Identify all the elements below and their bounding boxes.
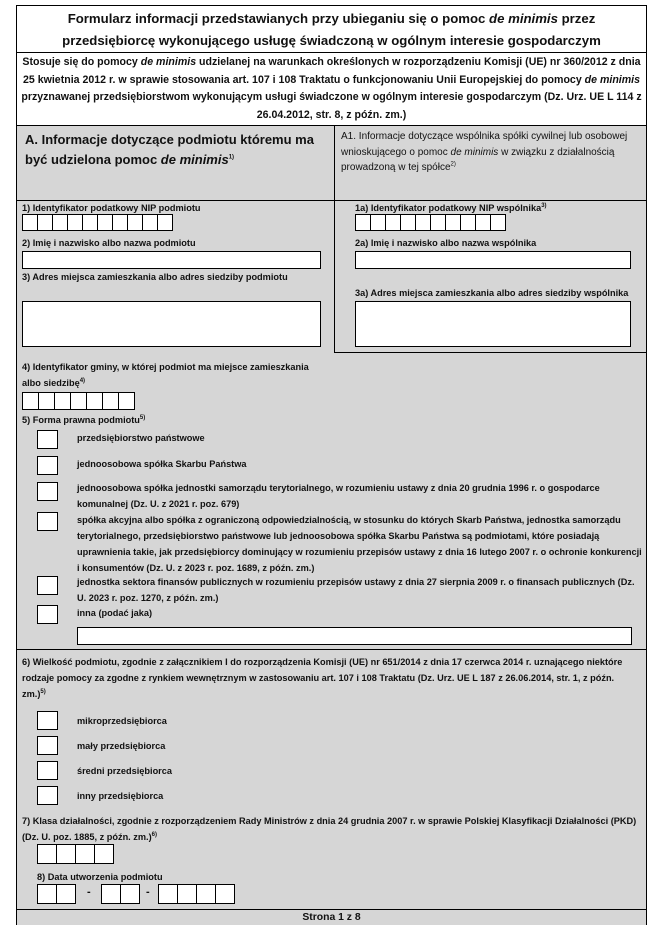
- digit-cell[interactable]: [400, 214, 416, 231]
- company-size-checkbox[interactable]: [37, 736, 58, 755]
- digit-cell[interactable]: [415, 214, 431, 231]
- company-size-option: inny przedsiębiorca: [77, 791, 164, 801]
- digit-cell[interactable]: [127, 214, 143, 231]
- partner-name-label: 2a) Imię i nazwisko albo nazwa wspólnika: [355, 238, 537, 248]
- digit-cell[interactable]: [158, 884, 178, 904]
- section-a-heading: A. Informacje dotyczące podmiotu któremu ma być udzielona pomoc de minimis$^{1)}$: [25, 132, 314, 167]
- legal-form-checkbox[interactable]: [37, 512, 58, 531]
- digit-cell[interactable]: [385, 214, 401, 231]
- digit-cell[interactable]: [112, 214, 128, 231]
- digit-cell[interactable]: [355, 214, 371, 231]
- digit-cell[interactable]: [54, 392, 71, 410]
- legal-form-option: przedsiębiorstwo państwowe: [77, 433, 205, 443]
- form-subtitle: Stosuje się do pomocy de minimis udzielanej na warunkach określonych w rozporządzeniu Komisji (UE) nr 360/2012 z dnia 25 kwietnia 2012 r. w sprawie stosowania art. 107 i 108 Traktatu o funkcjonowaniu Unii Europejskiej do pomocy de minimis przyznawanej przedsiębiorstwom wykonującym usługi świadczone w ogólnym interesie gospodarczym (Dz. Urz. UE L 114 z 26.04.2012, str. 8, z późn. zm.): [17, 53, 646, 126]
- digit-cell[interactable]: [37, 844, 57, 864]
- company-size-checkbox[interactable]: [37, 761, 58, 780]
- legal-form-checkbox[interactable]: [37, 605, 58, 624]
- date-year-input[interactable]: [158, 884, 234, 904]
- date-separator: -: [146, 886, 150, 898]
- company-size-checkbox[interactable]: [37, 711, 58, 730]
- address-input[interactable]: [22, 301, 321, 347]
- partner-nip-input[interactable]: [355, 214, 505, 231]
- legal-form-option: jednostka sektora finansów publicznych w rozumieniu przepisów ustawy z dnia 27 sierpnia 2009 r. o finansach publicznych (Dz. U. 2023 r. poz. 1270, z późn. zm.): [77, 577, 635, 603]
- partner-address-label: 3a) Adres miejsca zamieszkania albo adres siedziby wspólnika: [355, 288, 629, 298]
- digit-cell[interactable]: [97, 214, 113, 231]
- digit-cell[interactable]: [118, 392, 135, 410]
- legal-form-checkbox[interactable]: [37, 456, 58, 475]
- other-legal-form-input[interactable]: [77, 627, 632, 645]
- digit-cell[interactable]: [490, 214, 506, 231]
- digit-cell[interactable]: [37, 884, 57, 904]
- legal-form-option: inna (podać jaka): [77, 608, 153, 618]
- nip-input[interactable]: [22, 214, 172, 231]
- partner-address-input[interactable]: [355, 301, 631, 347]
- digit-cell[interactable]: [215, 884, 235, 904]
- creation-date-label: 8) Data utworzenia podmiotu: [37, 872, 163, 882]
- digit-cell[interactable]: [86, 392, 103, 410]
- address-label: 3) Adres miejsca zamieszkania albo adres siedziby podmiotu: [22, 272, 288, 282]
- digit-cell[interactable]: [94, 844, 114, 864]
- municipality-input[interactable]: [22, 392, 134, 410]
- digit-cell[interactable]: [56, 884, 76, 904]
- digit-cell[interactable]: [370, 214, 386, 231]
- legal-form-option: spółka akcyjna albo spółka z ograniczoną odpowiedzialnością, w stosunku do których Skarb Państwa, jednostka samorządu terytorialnego, przedsiębiorstwo państwowe lub jednoosobowa spółka Skarbu Państwa są podmiotami, które posiadają uprawnienia takie, jak przedsiębiorcy dominujący w rozumieniu przepisów ustawy z dnia 16 lutego 2007 r. o ochronie konkurencji i konsumentów (Dz. U. z 2023 r. poz. 1689, z późn. zm.): [77, 515, 642, 573]
- divider: [17, 649, 646, 650]
- digit-cell[interactable]: [430, 214, 446, 231]
- legal-form-option: jednoosobowa spółka jednostki samorządu terytorialnego, w rozumieniu ustawy z dnia 20 grudnia 1996 r. o gospodarce komunalnej (Dz. U. z 2021 r. poz. 679): [77, 483, 600, 509]
- digit-cell[interactable]: [56, 844, 76, 864]
- municipality-label: 4) Identyfikator gminy, w której podmiot ma miejsce zamieszkania albo siedzibę$^{4)}$: [22, 362, 309, 388]
- company-size-label: 6) Wielkość podmiotu, zgodnie z załącznikiem I do rozporządzenia Komisji (UE) nr 651/2014 z dnia 17 czerwca 2014 r. uznającego niektóre rodzaje pomocy za zgodne z rynkiem wewnętrznym w zastosowaniu art. 107 i 108 Traktatu (Dz. Urz. UE L 187 z 26.06.2014, str. 1, z późn. zm.)$^{5)}$: [22, 657, 623, 699]
- digit-cell[interactable]: [70, 392, 87, 410]
- digit-cell[interactable]: [22, 214, 38, 231]
- company-size-option: średni przedsiębiorca: [77, 766, 172, 776]
- digit-cell[interactable]: [142, 214, 158, 231]
- date-day-input[interactable]: [37, 884, 75, 904]
- digit-cell[interactable]: [75, 844, 95, 864]
- company-size-checkbox[interactable]: [37, 786, 58, 805]
- date-month-input[interactable]: [101, 884, 139, 904]
- date-separator: -: [87, 886, 91, 898]
- legal-form-checkbox[interactable]: [37, 430, 58, 449]
- section-a1-heading: A1. Informacje dotyczące wspólnika spółki cywilnej lub osobowej wnioskującego o pomoc de minimis w związku z działalnością prowadzoną w tej spółce$^{2)}$: [341, 131, 628, 173]
- name-label: 2) Imię i nazwisko albo nazwa podmiotu: [22, 238, 196, 248]
- digit-cell[interactable]: [52, 214, 68, 231]
- pkd-input[interactable]: [37, 844, 113, 864]
- digit-cell[interactable]: [37, 214, 53, 231]
- digit-cell[interactable]: [196, 884, 216, 904]
- digit-cell[interactable]: [460, 214, 476, 231]
- nip-label: 1) Identyfikator podatkowy NIP podmiotu: [22, 203, 201, 213]
- partner-name-input[interactable]: [355, 251, 631, 269]
- digit-cell[interactable]: [120, 884, 140, 904]
- name-input[interactable]: [22, 251, 321, 269]
- legal-form-option: jednoosobowa spółka Skarbu Państwa: [77, 459, 247, 469]
- form-page: [16, 5, 647, 925]
- digit-cell[interactable]: [102, 392, 119, 410]
- digit-cell[interactable]: [101, 884, 121, 904]
- page-number: Strona 1 z 8: [17, 909, 646, 925]
- company-size-option: mały przedsiębiorca: [77, 741, 166, 751]
- digit-cell[interactable]: [475, 214, 491, 231]
- form-title: Formularz informacji przedstawianych przy ubieganiu się o pomoc de minimis przez przedsiębiorcę wykonującego usługę świadczoną w ogólnym interesie gospodarczym: [17, 6, 646, 53]
- digit-cell[interactable]: [177, 884, 197, 904]
- partner-nip-label: 1a) Identyfikator podatkowy NIP wspólnika$^{3)}$: [355, 202, 547, 213]
- digit-cell[interactable]: [82, 214, 98, 231]
- company-size-option: mikroprzedsiębiorca: [77, 716, 167, 726]
- digit-cell[interactable]: [38, 392, 55, 410]
- legal-form-label: 5) Forma prawna podmiotu$^{5)}$: [22, 414, 146, 425]
- pkd-label: 7) Klasa działalności, zgodnie z rozporządzeniem Rady Ministrów z dnia 24 grudnia 2007 r. w sprawie Polskiej Klasyfikacji Działalności (PKD) (Dz. U. poz. 1885, z późn. zm.)$^{6)}$: [22, 816, 637, 842]
- digit-cell[interactable]: [157, 214, 173, 231]
- legal-form-checkbox[interactable]: [37, 482, 58, 501]
- digit-cell[interactable]: [445, 214, 461, 231]
- digit-cell[interactable]: [22, 392, 39, 410]
- digit-cell[interactable]: [67, 214, 83, 231]
- legal-form-checkbox[interactable]: [37, 576, 58, 595]
